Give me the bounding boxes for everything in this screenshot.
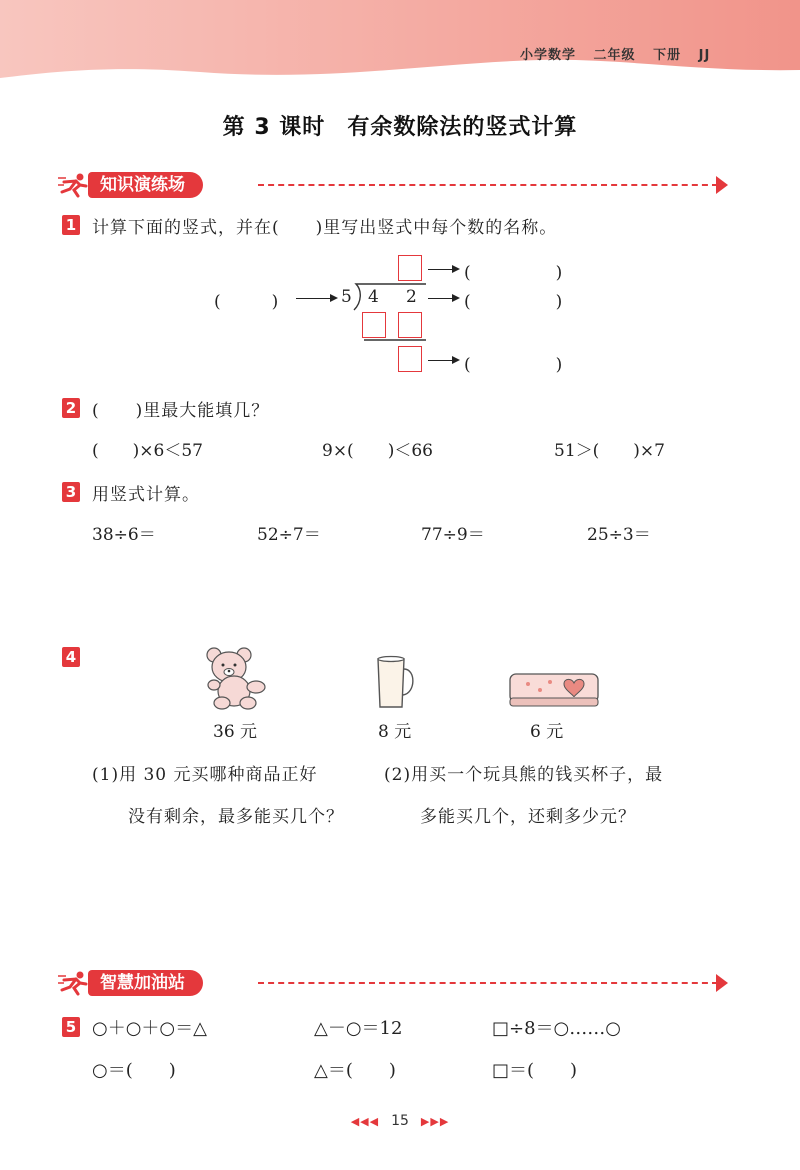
question-5-badge: 5 bbox=[62, 1017, 80, 1037]
q1-dividend-arrow bbox=[428, 298, 458, 299]
q5-answer-triangle[interactable]: △＝( ) bbox=[314, 1060, 396, 1081]
q1-product-box-1[interactable] bbox=[362, 312, 386, 338]
question-2-text: ( )里最大能填几？ bbox=[92, 401, 270, 421]
q2-item-2[interactable]: 9×( )＜66 bbox=[322, 441, 433, 461]
q1-remainder-name-blank[interactable]: ( ) bbox=[464, 355, 563, 375]
q5-answer-square[interactable]: □＝( ) bbox=[492, 1060, 578, 1081]
q1-dividend-digit-1: 4 bbox=[368, 287, 379, 307]
section-practice-bar bbox=[58, 168, 728, 202]
question-2-badge: 2 bbox=[62, 398, 80, 418]
q4-sub1-line-2: 没有剩余，最多能买几个？ bbox=[128, 807, 344, 827]
footer-right-marks: ▶▶▶ bbox=[420, 1115, 450, 1128]
q1-divisor: 5 bbox=[341, 287, 352, 307]
q2-item-1[interactable]: ( )×6＜57 bbox=[92, 441, 203, 461]
q3-item-4: 25÷3＝ bbox=[587, 525, 651, 545]
header-edition: JJ bbox=[698, 48, 711, 63]
question-3-text: 用竖式计算。 bbox=[92, 485, 200, 505]
q1-left-blank[interactable]: ( ) bbox=[214, 292, 279, 312]
question-1-badge: 1 bbox=[62, 215, 80, 235]
q4-sub2-line-1: (2)用买一个玩具熊的钱买杯子，最 bbox=[384, 765, 664, 785]
teddy-bear-icon bbox=[200, 645, 270, 711]
q3-item-1: 38÷6＝ bbox=[92, 525, 156, 545]
q1-remainder-box[interactable] bbox=[398, 346, 422, 372]
section-dashed-line bbox=[258, 982, 718, 984]
lesson-number: 第 3 课时 bbox=[222, 115, 326, 140]
q1-dividend-digit-2: 2 bbox=[406, 287, 417, 307]
cup-icon bbox=[372, 655, 420, 711]
page-footer bbox=[0, 1113, 800, 1129]
pencil-case-icon bbox=[506, 668, 602, 710]
question-1-text: 计算下面的竖式，并在( )里写出竖式中每个数的名称。 bbox=[92, 218, 558, 238]
q4-sub1-line-1: (1)用 30 元买哪种商品正好 bbox=[92, 765, 318, 785]
section-arrow-icon bbox=[716, 176, 728, 194]
q5-answer-circle[interactable]: ○＝( ) bbox=[92, 1060, 176, 1081]
q3-item-3: 77÷9＝ bbox=[421, 525, 485, 545]
running-figure-icon bbox=[58, 172, 90, 198]
header-volume: 下册 bbox=[653, 48, 682, 63]
pencil-case-price: 6 元 bbox=[530, 722, 564, 742]
q1-quotient-arrow bbox=[428, 269, 458, 270]
cup-price: 8 元 bbox=[378, 722, 412, 742]
footer-left-marks: ◀◀◀ bbox=[350, 1115, 380, 1128]
lesson-topic: 有余数除法的竖式计算 bbox=[347, 115, 578, 140]
section-dashed-line bbox=[258, 184, 718, 186]
section-practice-label: 知识演练场 bbox=[88, 172, 203, 198]
question-3-badge: 3 bbox=[62, 482, 80, 502]
q1-quotient-name-blank[interactable]: ( ) bbox=[464, 263, 563, 283]
q3-item-2: 52÷7＝ bbox=[257, 525, 321, 545]
header-grade: 二年级 bbox=[593, 48, 636, 63]
section-challenge-bar bbox=[58, 966, 728, 1000]
q5-equation-1: ○＋○＋○＝△ bbox=[92, 1018, 207, 1039]
section-challenge-label: 智慧加油站 bbox=[88, 970, 203, 996]
q4-sub2-line-2: 多能买几个，还剩多少元？ bbox=[420, 807, 636, 827]
teddy-bear-price: 36 元 bbox=[213, 722, 258, 742]
q1-product-box-2[interactable] bbox=[398, 312, 422, 338]
q1-remainder-arrow bbox=[428, 360, 458, 361]
running-figure-icon bbox=[58, 970, 90, 996]
q1-dividend-name-blank[interactable]: ( ) bbox=[464, 292, 563, 312]
q1-quotient-box[interactable] bbox=[398, 255, 422, 281]
q2-item-3[interactable]: 51＞( )×7 bbox=[554, 441, 665, 461]
page-title bbox=[0, 110, 800, 141]
header-subject: 小学数学 bbox=[520, 48, 577, 63]
q5-equation-2: △－○＝12 bbox=[314, 1018, 403, 1039]
header-info bbox=[520, 44, 722, 63]
section-arrow-icon bbox=[716, 974, 728, 992]
q5-equation-3: □÷8＝○……○ bbox=[492, 1018, 621, 1039]
page-number: 15 bbox=[391, 1113, 409, 1129]
question-4-badge: 4 bbox=[62, 647, 80, 667]
q1-left-arrow bbox=[296, 298, 336, 299]
